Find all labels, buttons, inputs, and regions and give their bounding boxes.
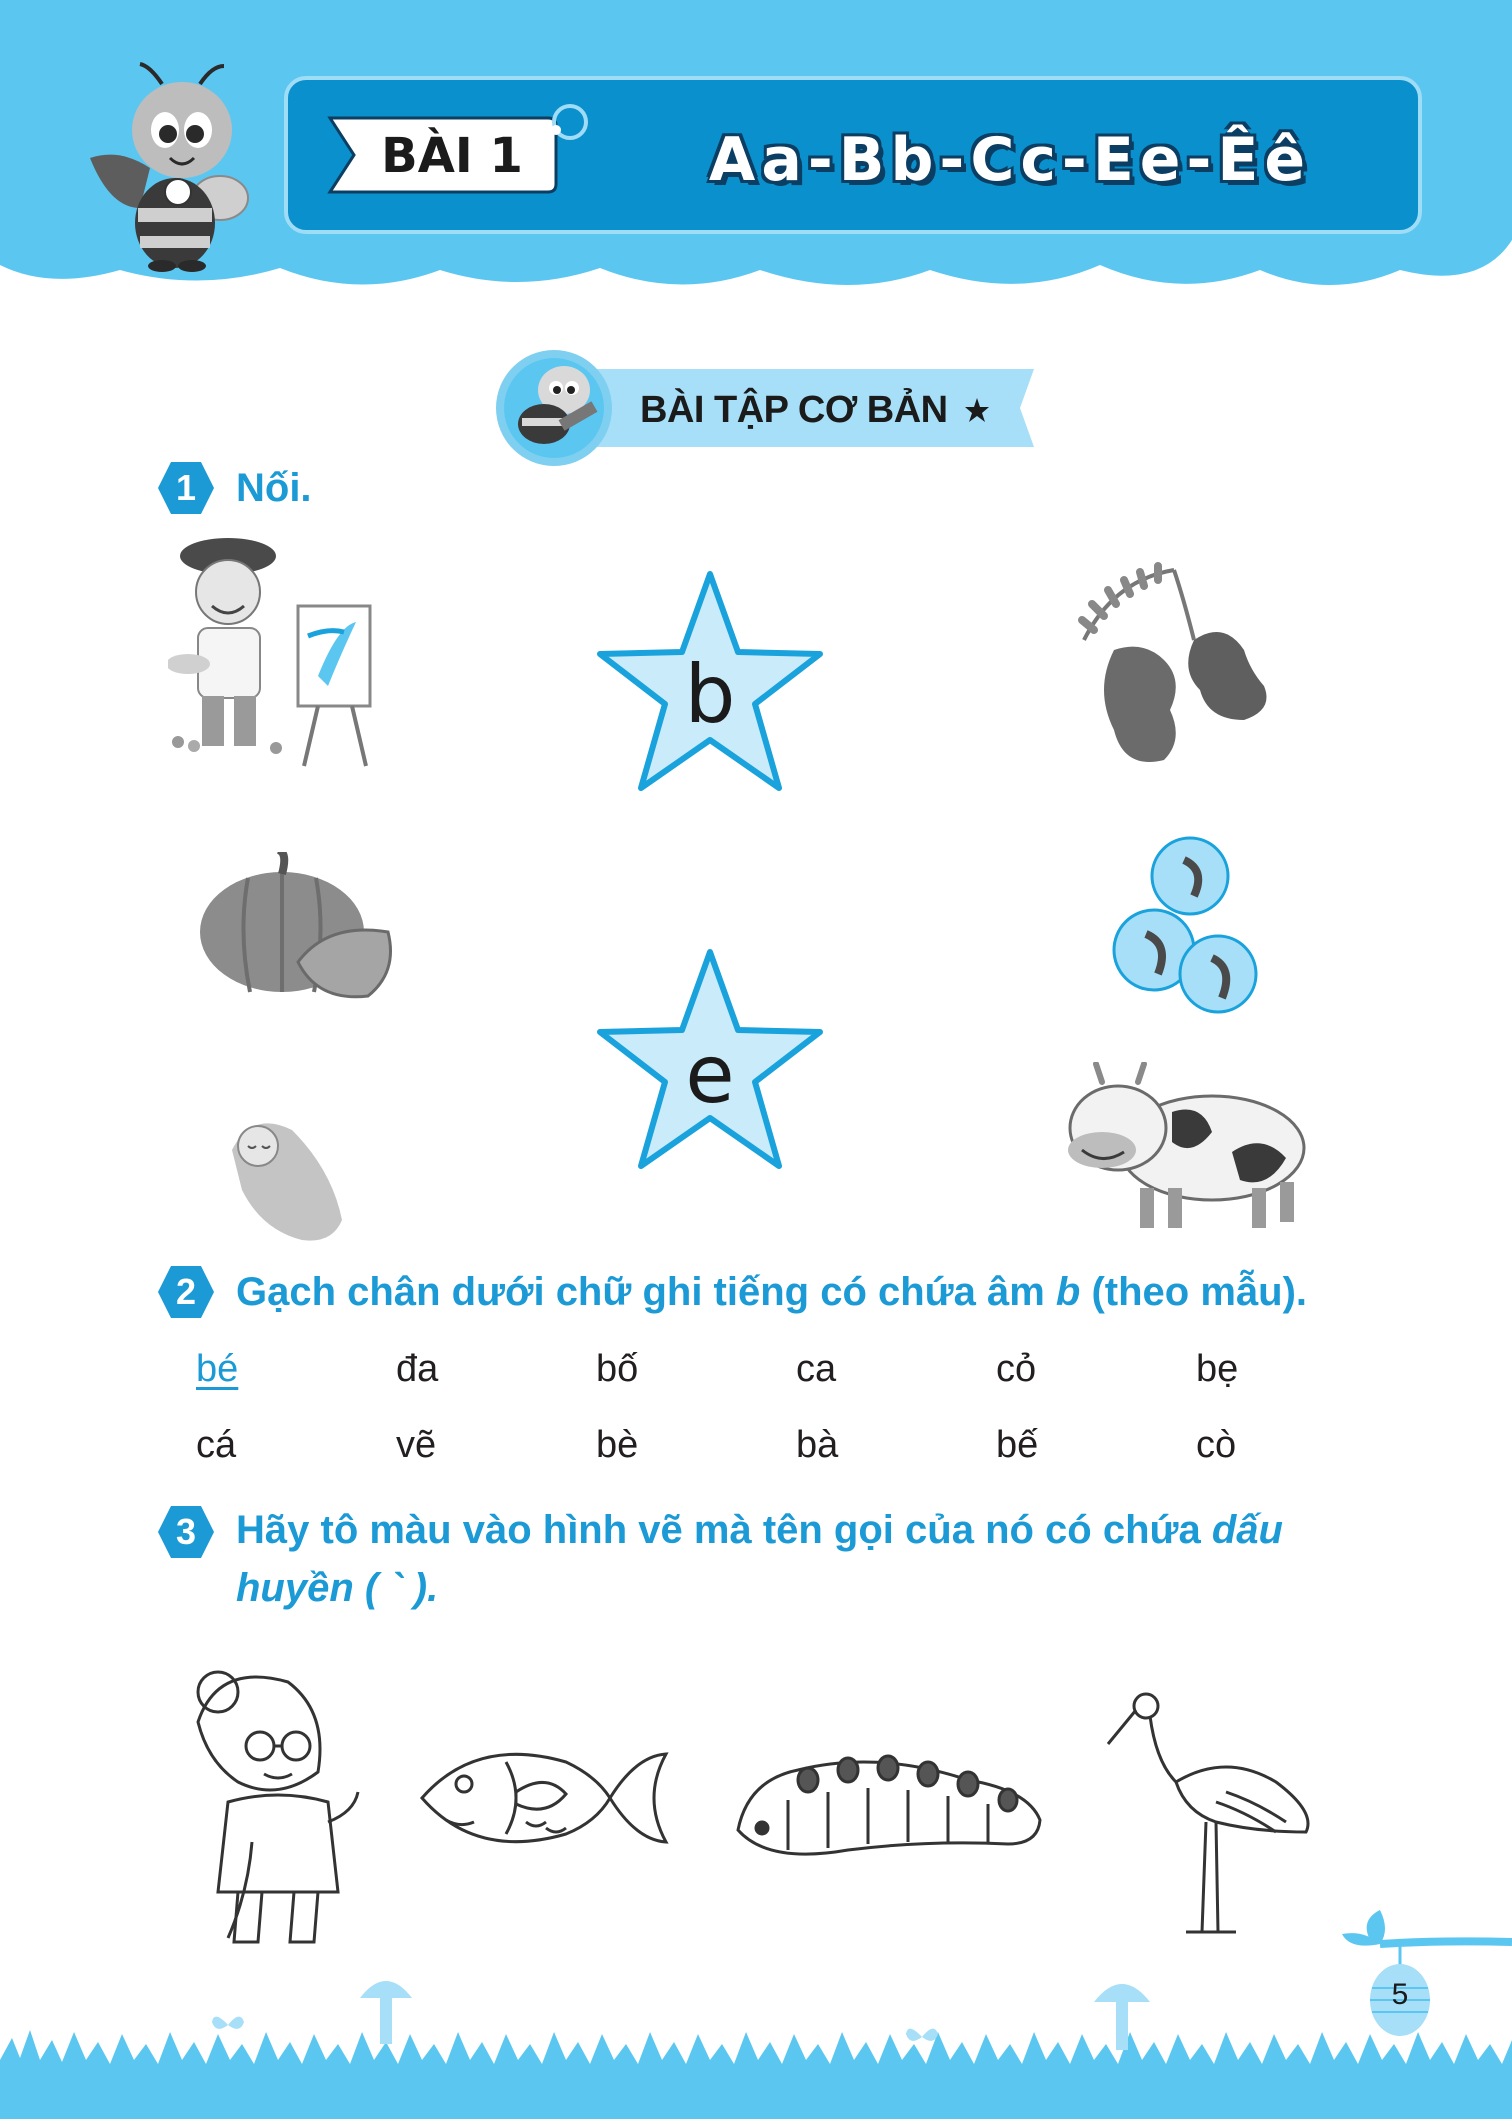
word-row1-5[interactable]: cỏ — [996, 1348, 1037, 1390]
exercise-2-instruction — [236, 1264, 1307, 1320]
exercise-1-number: 1 — [175, 467, 197, 508]
letter-b: b — [684, 648, 736, 741]
letter-e: e — [685, 1028, 735, 1121]
lesson-label: BÀI 1 — [381, 128, 523, 184]
fish-image — [416, 1732, 672, 1864]
word-row1-6[interactable]: bẹ — [1196, 1348, 1239, 1390]
exercise-2-instruction-b: (theo mẫu). — [1080, 1270, 1308, 1314]
bee-mascot-icon — [80, 58, 260, 278]
butterfly-icon — [210, 2010, 246, 2040]
caterpillar-image — [728, 1740, 1048, 1870]
word-row2-5[interactable]: bế — [996, 1424, 1039, 1466]
cow-image — [1062, 1062, 1308, 1232]
star-icon — [964, 397, 990, 423]
exercise-3-instruction-a: Hãy tô màu vào hình vẽ mà tên gọi của nó có chứa — [236, 1508, 1212, 1552]
word-row2-3[interactable]: bè — [596, 1424, 639, 1466]
beehive-icon — [1340, 1900, 1512, 2040]
exercise-3-instruction-italic2: huyền ( ` ). — [236, 1566, 439, 1610]
exercise-3-instruction-italic1: dấu — [1211, 1508, 1283, 1552]
pumpkin-image — [198, 852, 398, 1002]
butterfly-icon-2 — [904, 2022, 940, 2052]
word-row2-1[interactable]: cá — [196, 1424, 237, 1466]
exercise-2-number: 2 — [175, 1271, 197, 1312]
baby-image — [222, 1110, 352, 1245]
section-label: BÀI TẬP CƠ BẢN — [640, 389, 948, 431]
exercise-1-instruction: Nối. — [236, 466, 312, 510]
exercise-3-instruction-line2 — [236, 1560, 438, 1616]
word-row2-4[interactable]: bà — [796, 1424, 839, 1466]
footer-grass — [0, 1870, 1512, 2119]
mushroom-icon-2 — [1090, 1970, 1154, 2054]
exercise-3-number: 3 — [175, 1511, 197, 1552]
exercise-2-instruction-a: Gạch chân dưới chữ ghi tiếng có chứa âm — [236, 1270, 1056, 1314]
page-number: 5 — [1391, 1978, 1409, 2011]
bee-pencil-icon — [504, 350, 614, 460]
word-row1-2[interactable]: đa — [396, 1348, 439, 1390]
mushroom-icon — [356, 1968, 416, 2048]
word-row2-6[interactable]: cò — [1196, 1424, 1237, 1466]
exercise-3-instruction-line1 — [236, 1502, 1283, 1558]
painter-boy-image — [168, 536, 408, 776]
word-row1-1[interactable]: bé — [196, 1348, 239, 1390]
word-row1-4[interactable]: ca — [796, 1348, 837, 1390]
tag-string-icon — [536, 98, 596, 148]
tamarind-image — [1074, 560, 1294, 770]
exercise-2-instruction-italic: b — [1055, 1270, 1081, 1314]
word-row1-3[interactable]: bố — [596, 1348, 639, 1390]
marbles-image — [1110, 834, 1260, 1014]
lesson-title: Aa-Bb-Cc-Ee-Êê — [708, 125, 1312, 195]
word-row2-2[interactable]: vẽ — [396, 1424, 437, 1466]
